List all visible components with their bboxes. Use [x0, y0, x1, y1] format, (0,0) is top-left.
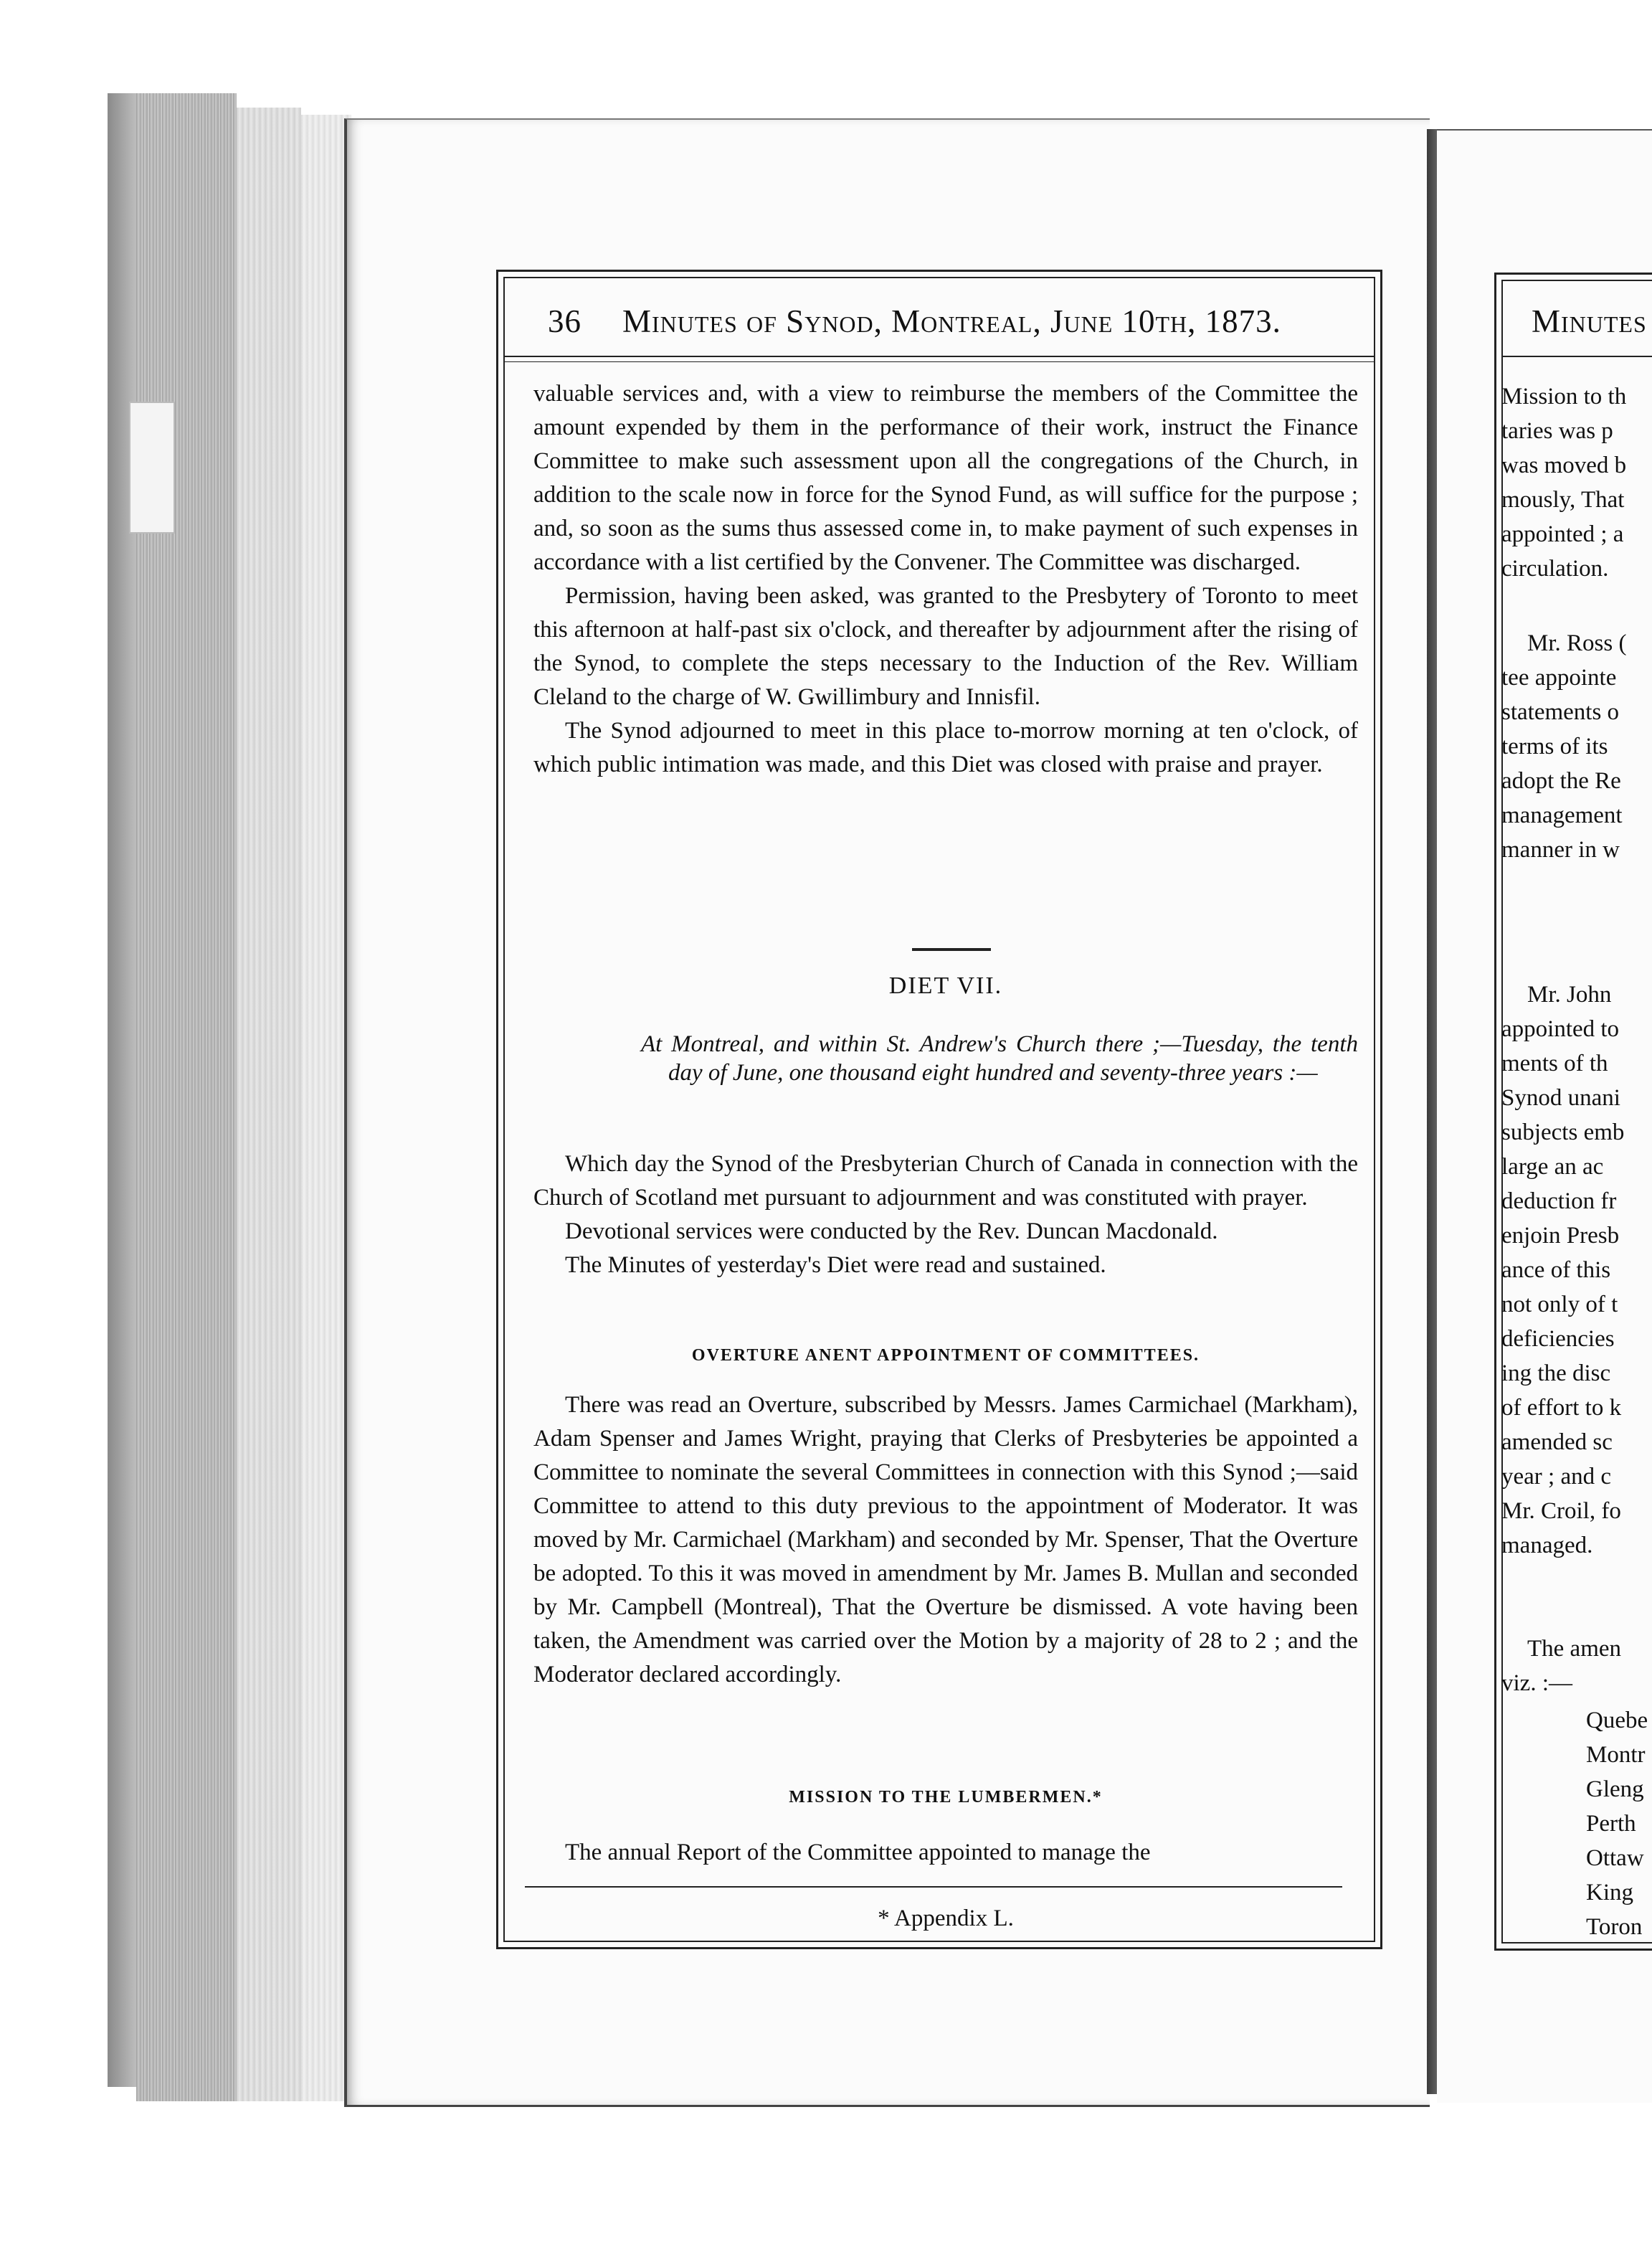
right-page-line: Montr — [1586, 1742, 1646, 1768]
right-page-line: tee appointe — [1501, 665, 1617, 691]
running-title: Minutes of Synod, Montreal, June 10th, 1873. — [622, 303, 1281, 339]
paragraph: valuable services and, with a view to reimburse the members of the Committee the amount expended by them in the performance of their work, instruct the Finance Committee to make such assessment upon all the congregations of the Church, in addition to the scale now in force for the Synod Fund, as will suffice for the purpose ; and, so soon as the sums thus assessed come in, to make payment of such expenses in accordance with a list certified by the Convener. The Committee was discharged. — [533, 381, 1358, 575]
paragraph: The Synod adjourned to meet in this place to-morrow morning at ten o'clock, of which public intimation was made, and this Diet was closed with praise and prayer. — [533, 718, 1358, 777]
header-rule — [503, 356, 1375, 357]
book-page-stack-mid — [237, 108, 301, 2101]
right-page-line: statements o — [1501, 699, 1620, 725]
right-page-line: amended sc — [1501, 1429, 1613, 1455]
right-page-line: ments of th — [1501, 1051, 1608, 1076]
paragraph: There was read an Overture, subscribed by Messrs. James Carmichael (Markham), Adam Spenser and James Wright, praying that Clerks of Presbyteries be appointed a Committee to nominate the several Committees in connection with this Synod ;—said Committee to attend to this duty previous to the appointment of Moderator. It was moved by Mr. Carmichael (Markham) and seconded by Mr. Spenser, That the Overture be adopted. To this it was moved in amendment by Mr. James B. Mullan and seconded by Mr. Campbell (Montreal), That the Overture be dismissed. A vote having been taken, the Amendment was carried over the Motion by a majority of 28 to 2 ; and the Moderator declared accordingly. — [533, 1392, 1359, 1687]
right-page-line: year ; and c — [1501, 1464, 1611, 1490]
right-page-line: Gleng — [1586, 1776, 1644, 1802]
right-page-line: circulation. — [1501, 556, 1609, 582]
header-rule-thin — [503, 361, 1375, 362]
bookmark-tab — [129, 402, 175, 534]
right-page-line: enjoin Presb — [1501, 1223, 1620, 1249]
right-page-line: King — [1586, 1880, 1633, 1905]
right-page-line: ance of this — [1501, 1257, 1611, 1283]
paragraph: The annual Report of the Committee appointed to manage the — [565, 1840, 1151, 1865]
right-page-line: manner in w — [1501, 837, 1620, 863]
section-divider — [912, 948, 991, 951]
right-page-line: adopt the Re — [1501, 768, 1621, 794]
right-page-line: terms of its — [1501, 734, 1608, 759]
page-header — [503, 287, 1375, 356]
right-page-line: subjects emb — [1501, 1119, 1625, 1145]
right-page-line: Quebe — [1586, 1708, 1648, 1733]
right-page-line: taries was p — [1501, 418, 1613, 444]
footnote-rule — [525, 1886, 1342, 1888]
overture-heading: OVERTURE ANENT APPOINTMENT OF COMMITTEES. — [691, 1346, 1200, 1365]
right-page-line: of effort to k — [1501, 1395, 1622, 1421]
footnote: * Appendix L. — [878, 1905, 1014, 1931]
mission-paragraph — [533, 1836, 1358, 1870]
right-page-line: Perth — [1586, 1811, 1636, 1837]
right-page-line: appointed ; a — [1501, 521, 1624, 547]
right-page-line: not only of t — [1501, 1292, 1618, 1317]
diet-intro: At Montreal, and within St. Andrew's Church there ;—Tuesday, the tenth day of June, one thousand eight hundred and seventy-three years :— — [641, 1031, 1358, 1086]
right-page-line: Ottaw — [1586, 1845, 1644, 1871]
right-page-line: Mr. John — [1527, 982, 1612, 1008]
paragraph: Permission, having been asked, was granted to the Presbytery of Toronto to meet this afternoon at half-past six o'clock, and thereafter by adjournment after the rising of the Synod, to complete the steps necessary to the Induction of the Rev. William Cleland to the charge of W. Gwillimbury and Innisfil. — [533, 583, 1358, 710]
mission-heading: MISSION TO THE LUMBERMEN.* — [789, 1788, 1103, 1807]
right-header-rule — [1501, 356, 1652, 357]
right-page-line: ing the disc — [1501, 1360, 1611, 1386]
right-page-line: Synod unani — [1501, 1085, 1620, 1111]
right-page-line: management — [1501, 802, 1623, 828]
overture-paragraph — [533, 1388, 1358, 1692]
right-page-line: deficiencies — [1501, 1326, 1615, 1352]
right-page-line: Toron — [1586, 1914, 1643, 1940]
diet-heading: DIET VII. — [888, 972, 1003, 999]
book-page-stack — [136, 93, 237, 2101]
mid-paragraphs — [533, 1147, 1358, 1282]
right-page-line: mously, That — [1501, 487, 1625, 513]
right-page-line: The amen — [1527, 1636, 1622, 1662]
right-page-line: Mr. Croil, fo — [1501, 1498, 1621, 1524]
paragraph: Which day the Synod of the Presbyterian Church of Canada in connection with the Church of Scotland met pursuant to adjournment and was constituted with prayer. — [533, 1151, 1358, 1211]
right-page-line: deduction fr — [1501, 1188, 1617, 1214]
page-number: 36 — [548, 303, 581, 339]
right-page-line: Mission to th — [1501, 384, 1627, 409]
top-paragraphs — [533, 377, 1358, 782]
right-running-title: Minutes — [1532, 303, 1647, 339]
right-page-line: managed. — [1501, 1533, 1593, 1558]
book-edge-dark — [108, 93, 136, 2087]
paragraph: The Minutes of yesterday's Diet were read and sustained. — [565, 1252, 1106, 1278]
right-page-line: Mr. Ross ( — [1527, 630, 1627, 656]
right-page-line: appointed to — [1501, 1016, 1620, 1042]
right-page-line: large an ac — [1501, 1154, 1604, 1180]
paragraph: Devotional services were conducted by the Rev. Duncan Macdonald. — [565, 1218, 1218, 1244]
right-page-line: was moved b — [1501, 453, 1627, 478]
right-page-line: viz. :— — [1501, 1670, 1572, 1696]
